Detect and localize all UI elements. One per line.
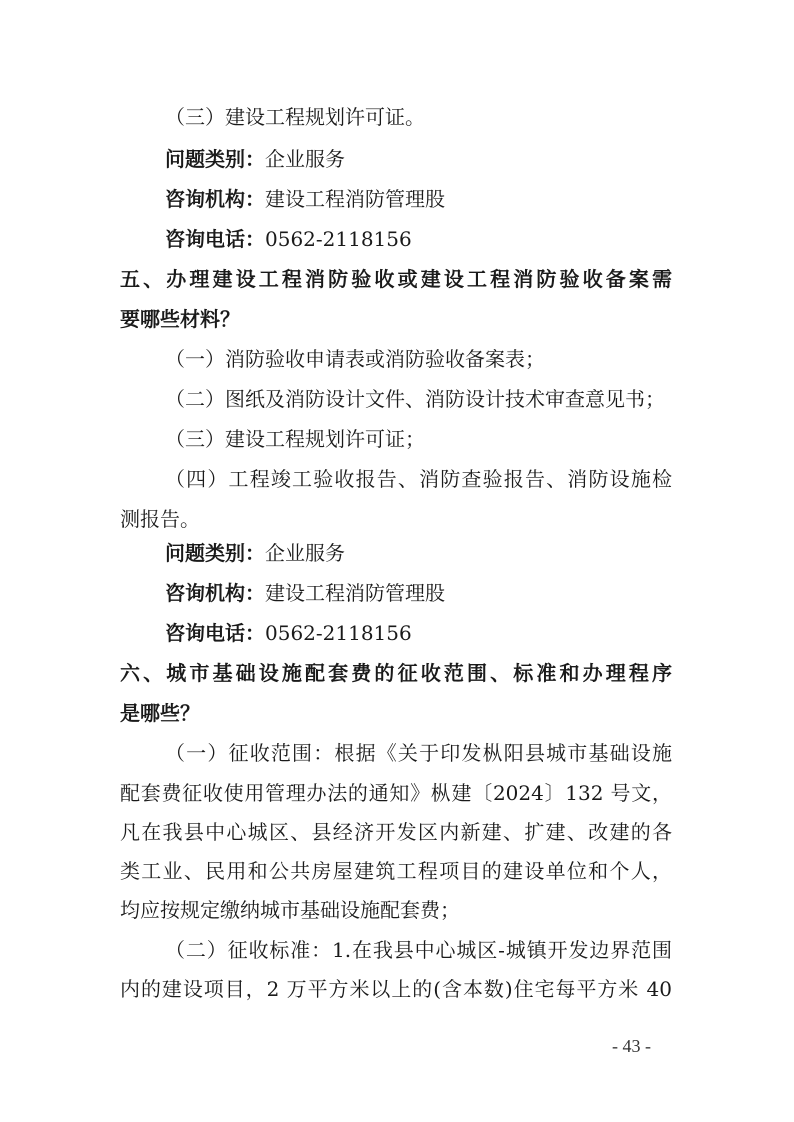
paragraph-line: （二）征收标准：1.在我县中心城区-城镇开发边界范围: [165, 938, 672, 962]
list-item: （三）建设工程规划许可证；: [165, 427, 425, 451]
label-line: [165, 187, 445, 211]
section-heading-6-cont: 是哪些？: [120, 701, 200, 725]
value-consult-agency: 建设工程消防管理股: [265, 187, 445, 211]
paragraph-line: 类工业、民用和公共房屋建筑工程项目的建设单位和个人，: [120, 859, 672, 883]
label-line: [165, 227, 412, 251]
page-number: - 43 -: [612, 1036, 651, 1056]
section-heading-5: 五、办理建设工程消防验收或建设工程消防验收备案需: [120, 267, 672, 291]
paragraph-line: 配套费征收使用管理办法的通知》枞建〔2024〕132 号文，: [120, 781, 672, 805]
value-consult-agency: 建设工程消防管理股: [265, 581, 445, 605]
list-item: （一）消防验收申请表或消防验收备案表；: [165, 347, 545, 371]
list-item: （四）工程竣工验收报告、消防查验报告、消防设施检: [165, 467, 672, 491]
paragraph-line: 凡在我县中心城区、县经济开发区内新建、扩建、改建的各: [120, 820, 672, 844]
value-problem-category: 企业服务: [265, 147, 345, 171]
list-item: （二）图纸及消防设计文件、消防设计技术审查意见书；: [165, 387, 665, 411]
body-line: （三）建设工程规划许可证。: [165, 105, 425, 129]
label-line: [165, 541, 345, 565]
label-line: [165, 147, 345, 171]
label-problem-category: 问题类别：: [165, 541, 265, 565]
paragraph-line: （一）征收范围：根据《关于印发枞阳县城市基础设施: [165, 741, 672, 765]
section-heading-6: 六、城市基础设施配套费的征收范围、标准和办理程序: [120, 661, 672, 685]
value-consult-phone: 0562-2118156: [265, 227, 412, 251]
list-item-cont: 测报告。: [120, 507, 200, 531]
label-line: [165, 581, 445, 605]
label-problem-category: 问题类别：: [165, 147, 265, 171]
section-heading-5-cont: 要哪些材料？: [120, 307, 240, 331]
paragraph-line: 内的建设项目，2 万平方米以上的(含本数)住宅每平方米 40: [120, 977, 672, 1001]
value-problem-category: 企业服务: [265, 541, 345, 565]
label-consult-phone: 咨询电话：: [165, 227, 265, 251]
label-line: [165, 621, 412, 645]
label-consult-phone: 咨询电话：: [165, 621, 265, 645]
label-consult-agency: 咨询机构：: [165, 187, 265, 211]
value-consult-phone: 0562-2118156: [265, 621, 412, 645]
paragraph-line: 均应按规定缴纳城市基础设施配套费；: [120, 898, 460, 922]
label-consult-agency: 咨询机构：: [165, 581, 265, 605]
